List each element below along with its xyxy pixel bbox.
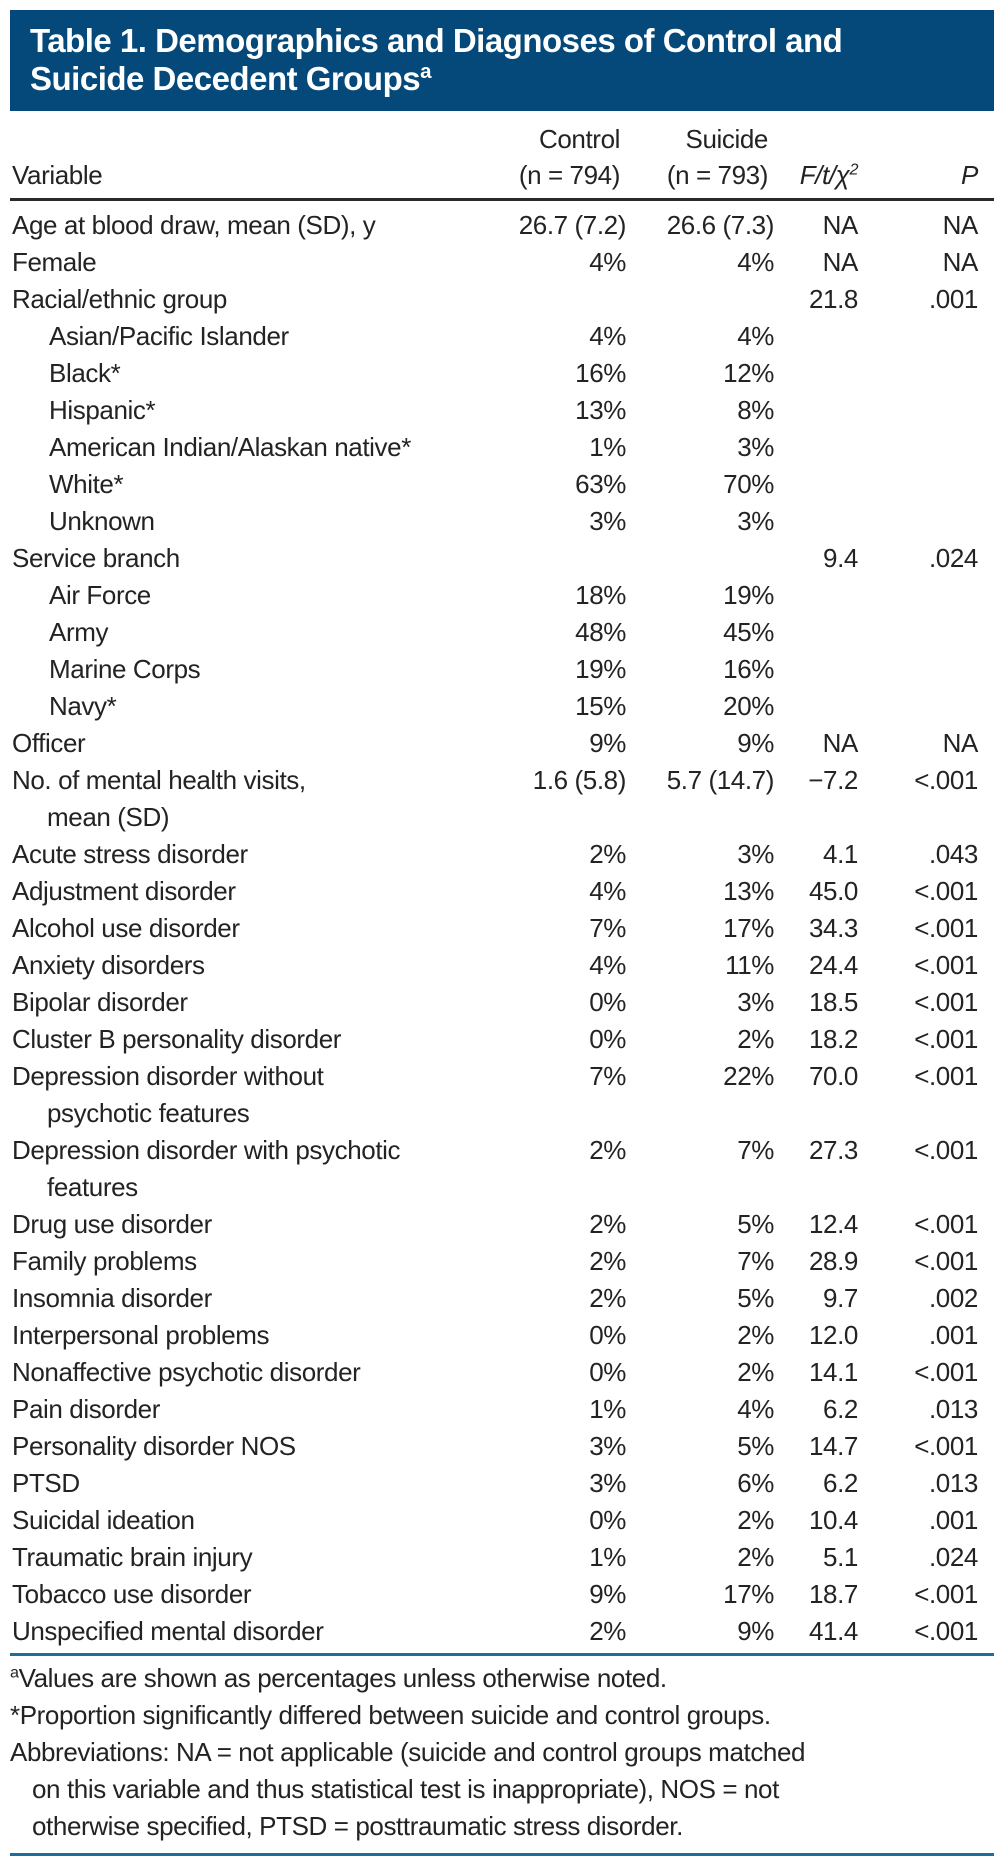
statistic-cell — [774, 503, 858, 540]
suicide-cell: 2% — [737, 1542, 774, 1572]
variable-cell: White* — [49, 469, 124, 499]
table-title-superscript: a — [420, 60, 431, 83]
statistic-cell: 12.0 — [808, 1320, 858, 1350]
table-row — [10, 1206, 994, 1243]
p-value-cell: NA — [942, 728, 978, 758]
control-cell: 0% — [589, 1024, 626, 1054]
p-value-cell: <.001 — [914, 1135, 978, 1165]
statistic-cell: 41.4 — [808, 1616, 858, 1646]
suicide-cell: 9% — [737, 728, 774, 758]
control-header-line1: Control — [538, 124, 620, 154]
table-row — [10, 577, 994, 614]
header-row — [10, 111, 994, 200]
statistic-cell: NA — [822, 210, 858, 240]
statistic-cell: 34.3 — [808, 913, 858, 943]
p-value-cell — [858, 651, 994, 688]
variable-cell: No. of mental health visits, mean (SD) — [10, 762, 462, 836]
p-value-cell: NA — [942, 210, 978, 240]
table-row — [10, 540, 994, 577]
p-value-cell: <.001 — [914, 950, 978, 980]
suicide-cell: 17% — [723, 1579, 774, 1609]
table-row — [10, 392, 994, 429]
control-cell: 0% — [589, 1320, 626, 1350]
statistic-header-superscript: 2 — [849, 160, 858, 179]
variable-cell: Black* — [49, 358, 121, 388]
statistic-cell: 6.2 — [823, 1468, 858, 1498]
variable-cell: Drug use disorder — [12, 1209, 212, 1239]
control-cell: 0% — [589, 987, 626, 1017]
p-value-cell: <.001 — [914, 1357, 978, 1387]
statistic-cell: 27.3 — [808, 1135, 858, 1165]
p-value-cell: <.001 — [914, 1431, 978, 1461]
control-cell: 3% — [589, 506, 626, 536]
table-title-line1: Table 1. Demographics and Diagnoses of Control and — [30, 22, 843, 59]
suicide-cell: 7% — [737, 1246, 774, 1276]
variable-cell: Insomnia disorder — [12, 1283, 212, 1313]
suicide-cell: 17% — [723, 913, 774, 943]
column-header-variable: Variable — [10, 111, 462, 200]
table-row — [10, 984, 994, 1021]
p-value-cell — [858, 355, 994, 392]
control-cell: 2% — [589, 1246, 626, 1276]
table-row — [10, 1317, 994, 1354]
control-cell: 26.7 (7.2) — [518, 210, 626, 240]
variable-cell: Tobacco use disorder — [12, 1579, 252, 1609]
column-header-suicide — [626, 111, 774, 200]
variable-cell-continuation: psychotic features — [47, 1098, 250, 1128]
variable-cell: Personality disorder NOS — [12, 1431, 296, 1461]
suicide-cell: 13% — [723, 876, 774, 906]
variable-cell: Depression disorder without psychotic features — [10, 1058, 462, 1132]
table-row — [10, 1058, 994, 1132]
table-row — [10, 1502, 994, 1539]
suicide-cell: 5% — [737, 1431, 774, 1461]
table-row — [10, 614, 994, 651]
statistic-cell — [774, 318, 858, 355]
statistic-cell: 21.8 — [808, 284, 858, 314]
control-cell: 19% — [575, 654, 626, 684]
variable-cell: Acute stress disorder — [12, 839, 248, 869]
table-row — [10, 466, 994, 503]
suicide-cell: 2% — [737, 1357, 774, 1387]
table-row — [10, 1021, 994, 1058]
footnote-a-text: Values are shown as percentages unless otherwise noted. — [18, 1663, 667, 1693]
column-header-statistic — [774, 111, 858, 200]
footnote-abbreviations-line: Abbreviations: NA = not applicable (suicide and control groups matched — [10, 1737, 806, 1767]
control-cell: 9% — [589, 728, 626, 758]
statistic-header-label: F/t/χ — [799, 160, 850, 190]
footnote-asterisk: *Proportion significantly differed between suicide and control groups. — [10, 1700, 771, 1730]
suicide-cell: 22% — [723, 1061, 774, 1091]
variable-cell: Service branch — [12, 543, 180, 573]
control-cell: 1% — [589, 432, 626, 462]
statistic-cell: 9.7 — [823, 1283, 858, 1313]
control-cell: 7% — [589, 913, 626, 943]
variable-cell: Officer — [12, 728, 86, 758]
variable-cell: Marine Corps — [49, 654, 201, 684]
variable-cell: Bipolar disorder — [12, 987, 188, 1017]
control-cell: 2% — [589, 1283, 626, 1313]
variable-cell: Cluster B personality disorder — [12, 1024, 342, 1054]
table-row — [10, 725, 994, 762]
table-row — [10, 947, 994, 984]
p-value-cell — [858, 318, 994, 355]
table-row — [10, 873, 994, 910]
p-value-cell: <.001 — [914, 987, 978, 1017]
control-cell: 2% — [589, 839, 626, 869]
statistic-cell — [774, 688, 858, 725]
p-value-cell: <.001 — [914, 1579, 978, 1609]
p-value-cell — [858, 503, 994, 540]
statistic-cell: 5.1 — [823, 1542, 858, 1572]
p-value-cell: .024 — [928, 1542, 978, 1572]
control-cell: 9% — [589, 1579, 626, 1609]
variable-cell: Suicidal ideation — [12, 1505, 195, 1535]
p-value-cell: .043 — [928, 839, 978, 869]
variable-cell: Unspecified mental disorder — [12, 1616, 324, 1646]
statistic-cell: 70.0 — [808, 1061, 858, 1091]
suicide-cell: 3% — [737, 506, 774, 536]
table-row — [10, 651, 994, 688]
p-value-cell: <.001 — [914, 1246, 978, 1276]
variable-cell: Adjustment disorder — [12, 876, 236, 906]
table-row — [10, 318, 994, 355]
control-cell: 16% — [575, 358, 626, 388]
suicide-cell: 11% — [725, 950, 774, 980]
statistic-cell: NA — [822, 247, 858, 277]
table-row — [10, 1243, 994, 1280]
control-header-n: (n = 794) — [518, 160, 620, 190]
statistic-cell: 10.4 — [808, 1505, 858, 1535]
variable-cell: Interpersonal problems — [12, 1320, 270, 1350]
table-header — [10, 111, 994, 200]
p-value-cell — [858, 688, 994, 725]
statistic-cell — [774, 614, 858, 651]
suicide-cell: 45% — [723, 617, 774, 647]
footnote-values — [10, 1660, 994, 1697]
suicide-cell: 19% — [723, 580, 774, 610]
footnote-abbreviations-line: on this variable and thus statistical test is inappropriate), NOS = not — [32, 1774, 779, 1804]
suicide-cell: 26.6 (7.3) — [666, 210, 774, 240]
table-row — [10, 281, 994, 318]
control-cell: 1% — [589, 1542, 626, 1572]
control-cell — [462, 540, 626, 577]
control-cell — [462, 281, 626, 318]
p-value-cell — [858, 466, 994, 503]
table-title — [30, 22, 974, 98]
statistic-cell — [774, 429, 858, 466]
suicide-cell: 4% — [737, 1394, 774, 1424]
table-row — [10, 1539, 994, 1576]
p-value-cell: <.001 — [914, 876, 978, 906]
control-cell: 0% — [589, 1357, 626, 1387]
variable-cell: Pain disorder — [12, 1394, 160, 1424]
suicide-cell: 8% — [737, 395, 774, 425]
variable-cell: Anxiety disorders — [12, 950, 205, 980]
statistic-cell — [774, 355, 858, 392]
p-value-cell — [858, 577, 994, 614]
control-cell: 18% — [575, 580, 626, 610]
control-cell: 4% — [589, 321, 626, 351]
suicide-cell: 12% — [723, 358, 774, 388]
variable-cell-continuation: features — [47, 1172, 138, 1202]
suicide-cell: 2% — [737, 1505, 774, 1535]
suicide-cell: 4% — [737, 247, 774, 277]
statistic-cell: 18.5 — [808, 987, 858, 1017]
variable-cell: Traumatic brain injury — [12, 1542, 253, 1572]
table-title-band — [10, 10, 994, 111]
footnote-abbreviations-line: otherwise specified, PTSD = posttraumatic stress disorder. — [32, 1811, 683, 1841]
table-row — [10, 762, 994, 836]
control-cell: 2% — [589, 1616, 626, 1646]
table-body — [10, 200, 994, 1651]
variable-cell: Age at blood draw, mean (SD), y — [12, 210, 376, 240]
table-row — [10, 1428, 994, 1465]
variable-cell: Alcohol use disorder — [12, 913, 240, 943]
variable-cell: Army — [49, 617, 109, 647]
suicide-cell: 2% — [737, 1320, 774, 1350]
p-value-cell: <.001 — [914, 1061, 978, 1091]
suicide-cell: 3% — [737, 987, 774, 1017]
suicide-cell: 3% — [737, 839, 774, 869]
control-cell: 4% — [589, 876, 626, 906]
p-value-cell: .024 — [928, 543, 978, 573]
control-cell: 3% — [589, 1468, 626, 1498]
suicide-header-line1: Suicide — [685, 124, 768, 154]
statistic-cell — [774, 577, 858, 614]
suicide-cell — [626, 281, 774, 318]
p-value-cell: .013 — [928, 1394, 978, 1424]
p-value-cell: .001 — [928, 1320, 978, 1350]
statistic-cell — [774, 466, 858, 503]
p-value-cell: .001 — [928, 284, 978, 314]
control-cell: 1.6 (5.8) — [532, 765, 626, 795]
suicide-cell: 20% — [723, 691, 774, 721]
statistic-cell: 4.1 — [823, 839, 858, 869]
p-value-cell — [858, 614, 994, 651]
p-value-cell: .001 — [928, 1505, 978, 1535]
control-cell: 48% — [575, 617, 626, 647]
suicide-cell: 9% — [737, 1616, 774, 1646]
p-value-cell: <.001 — [914, 1616, 978, 1646]
suicide-cell: 7% — [737, 1135, 774, 1165]
p-value-cell: <.001 — [914, 1209, 978, 1239]
suicide-cell: 4% — [737, 321, 774, 351]
table-row — [10, 1613, 994, 1650]
statistic-cell: NA — [822, 728, 858, 758]
suicide-cell: 3% — [737, 432, 774, 462]
table-row — [10, 1280, 994, 1317]
statistic-cell: −7.2 — [808, 765, 858, 795]
control-cell: 3% — [589, 1431, 626, 1461]
variable-cell: PTSD — [12, 1468, 80, 1498]
p-value-cell: <.001 — [914, 913, 978, 943]
variable-cell: Air Force — [49, 580, 151, 610]
control-cell: 0% — [589, 1505, 626, 1535]
p-value-cell: <.001 — [914, 765, 978, 795]
table-row — [10, 1132, 994, 1206]
table-row — [10, 429, 994, 466]
table-row — [10, 1391, 994, 1428]
table-title-line2: Suicide Decedent Groups — [30, 60, 421, 97]
variable-cell: Navy* — [49, 691, 117, 721]
statistic-cell — [774, 392, 858, 429]
variable-cell: Hispanic* — [49, 395, 156, 425]
statistic-cell: 6.2 — [823, 1394, 858, 1424]
table-row — [10, 688, 994, 725]
statistic-cell: 14.1 — [808, 1357, 858, 1387]
column-header-control — [462, 111, 626, 200]
table-row — [10, 355, 994, 392]
variable-cell: Family problems — [12, 1246, 197, 1276]
variable-cell-continuation: mean (SD) — [47, 802, 170, 832]
suicide-cell: 5% — [737, 1283, 774, 1313]
suicide-cell: 6% — [737, 1468, 774, 1498]
variable-cell: American Indian/Alaskan native* — [49, 432, 411, 462]
statistic-cell: 45.0 — [808, 876, 858, 906]
variable-cell: Racial/ethnic group — [12, 284, 227, 314]
suicide-cell — [626, 540, 774, 577]
table-row — [10, 836, 994, 873]
statistic-cell: 18.2 — [808, 1024, 858, 1054]
table-footnotes — [10, 1653, 994, 1856]
suicide-header-n: (n = 793) — [666, 160, 768, 190]
p-value-cell: NA — [942, 247, 978, 277]
control-cell: 15% — [575, 691, 626, 721]
statistic-cell — [774, 651, 858, 688]
table-row — [10, 1576, 994, 1613]
p-value-cell: .013 — [928, 1468, 978, 1498]
p-value-cell — [858, 392, 994, 429]
statistic-cell: 14.7 — [808, 1431, 858, 1461]
suicide-cell: 5% — [737, 1209, 774, 1239]
suicide-cell: 5.7 (14.7) — [666, 765, 774, 795]
table-row — [10, 1465, 994, 1502]
variable-cell: Unknown — [49, 506, 155, 536]
suicide-cell: 2% — [737, 1024, 774, 1054]
control-cell: 4% — [589, 247, 626, 277]
table-row — [10, 244, 994, 281]
statistic-cell: 18.7 — [808, 1579, 858, 1609]
control-cell: 13% — [575, 395, 626, 425]
p-value-cell: <.001 — [914, 1024, 978, 1054]
variable-cell: Nonaffective psychotic disorder — [12, 1357, 361, 1387]
table-row — [10, 1354, 994, 1391]
control-cell: 4% — [589, 950, 626, 980]
suicide-cell: 16% — [723, 654, 774, 684]
p-value-cell: .002 — [928, 1283, 978, 1313]
variable-cell: Depression disorder with psychotic features — [10, 1132, 462, 1206]
table-row — [10, 910, 994, 947]
table-row — [10, 503, 994, 540]
suicide-cell: 70% — [723, 469, 774, 499]
control-cell: 2% — [589, 1209, 626, 1239]
statistic-cell: 24.4 — [808, 950, 858, 980]
statistic-cell: 28.9 — [808, 1246, 858, 1276]
control-cell: 1% — [589, 1394, 626, 1424]
column-header-p-value: P — [858, 111, 994, 200]
demographics-table — [10, 111, 994, 1650]
variable-cell: Asian/Pacific Islander — [49, 321, 289, 351]
control-cell: 2% — [589, 1135, 626, 1165]
statistic-cell: 9.4 — [823, 543, 858, 573]
variable-cell: Female — [12, 247, 97, 277]
statistic-cell: 12.4 — [808, 1209, 858, 1239]
footnote-abbreviations — [10, 1734, 994, 1845]
footnote-a-superscript: a — [10, 1663, 19, 1682]
table-row — [10, 200, 994, 245]
control-cell: 7% — [589, 1061, 626, 1091]
p-value-cell — [858, 429, 994, 466]
control-cell: 63% — [575, 469, 626, 499]
